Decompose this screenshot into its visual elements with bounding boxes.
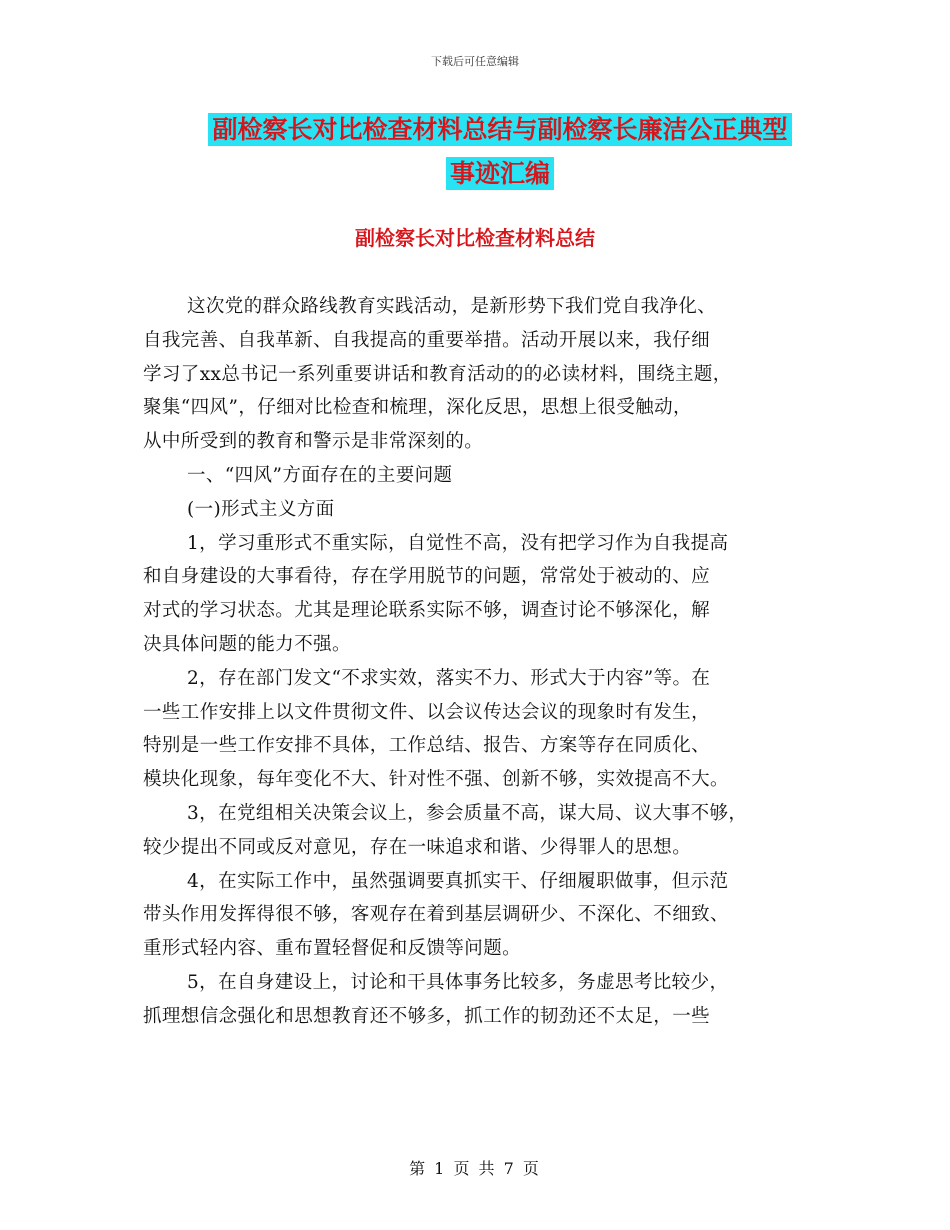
text-line: 较少提出不同或反对意见，存在一味追求和谐、少得罪人的思想。 [143, 836, 692, 858]
title-line-2: 事迹汇编 [446, 157, 554, 190]
text-line: 带头作用发挥得很不够，客观存在着到基层调研少、不深化、不细致、 [143, 904, 729, 926]
text-line: 自我完善、自我革新、自我提高的重要举措。活动开展以来，我仔细 [143, 329, 711, 351]
text-line: 和自身建设的大事看待，存在学用脱节的问题，常常处于被动的、应 [143, 566, 711, 588]
text-line: 模块化现象，每年变化不大、针对性不强、创新不够，实效提高不大。 [143, 769, 729, 791]
text-line: (一)形式主义方面 [187, 498, 335, 520]
text-line: 3，在党组相关决策会议上，参会质量不高，谋大局、议大事不够， [187, 802, 748, 824]
text-line: 4，在实际工作中，虽然强调要真抓实干、仔细履职做事，但示范 [187, 870, 729, 892]
body-text [143, 290, 823, 1034]
download-note: 下载后可任意编辑 [431, 55, 519, 68]
text-line: 2，存在部门发文“不求实效，落实不力、形式大于内容”等。在 [187, 667, 711, 689]
document-title [140, 108, 860, 196]
text-line: 1，学习重形式不重实际，自觉性不高，没有把学习作为自我提高 [187, 532, 729, 554]
title-line-1: 副检察长对比检查材料总结与副检察长廉洁公正典型 [208, 113, 791, 146]
text-line: 重形式轻内容、重布置轻督促和反馈等问题。 [143, 938, 522, 960]
text-line: 聚集“四风”，仔细对比检查和梳理，深化反思，思想上很受触动， [143, 397, 692, 419]
text-line: 特别是一些工作安排不具体，工作总结、报告、方案等存在同质化、 [143, 735, 711, 757]
text-line: 决具体问题的能力不强。 [143, 633, 351, 655]
section-heading: 副检察长对比检查材料总结 [355, 226, 595, 250]
text-line: 5，在自身建设上，讨论和干具体事务比较多，务虚思考比较少， [187, 971, 729, 993]
text-line: 一些工作安排上以文件贯彻文件、以会议传达会议的现象时有发生， [143, 701, 711, 723]
page-number: 第 1 页 共 7 页 [409, 1159, 541, 1178]
text-line: 一、“四风”方面存在的主要问题 [187, 464, 453, 486]
text-line: 学习了xx总书记一系列重要讲话和教育活动的的必读材料，围绕主题， [143, 363, 732, 385]
text-line: 从中所受到的教育和警示是非常深刻的。 [143, 431, 484, 453]
text-line: 这次党的群众路线教育实践活动，是新形势下我们党自我净化、 [187, 296, 717, 317]
text-line: 对式的学习状态。尤其是理论联系实际不够，调查讨论不够深化，解 [143, 600, 711, 622]
text-line: 抓理想信念强化和思想教育还不够多，抓工作的韧劲还不太足，一些 [143, 1005, 711, 1027]
